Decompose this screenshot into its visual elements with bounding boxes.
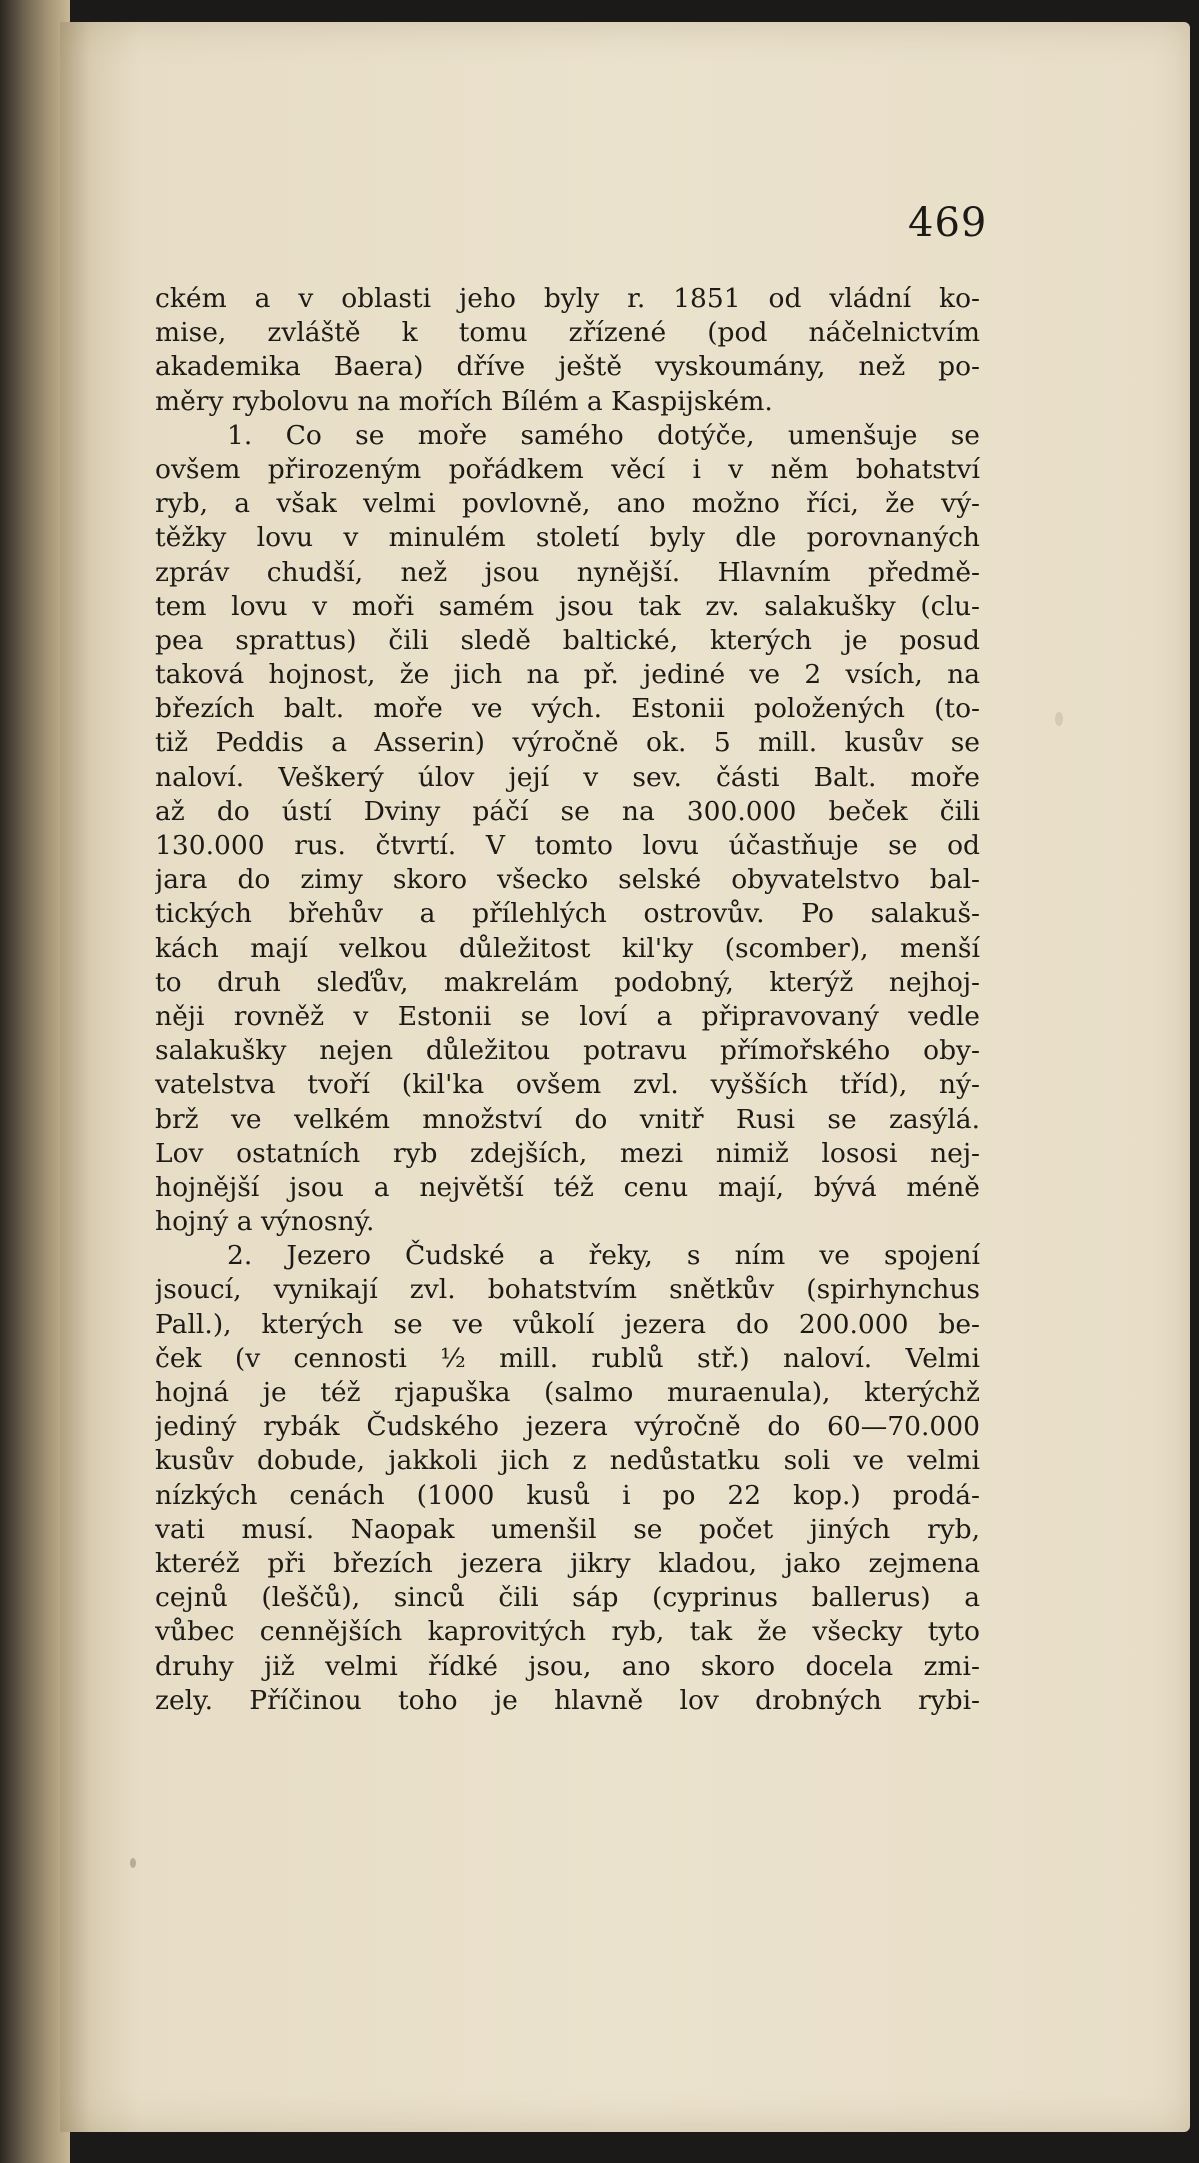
paragraph-start-line: 2. Jezero Čudské a řeky, s ním ve spojení xyxy=(227,1240,980,1272)
text-line: vatelstva tvoří (kil'ka ovšem zvl. vyšších tříd), ný- xyxy=(155,1069,980,1101)
text-line: kteréž při březích jezera jikry kladou, jako zejmena xyxy=(155,1547,980,1579)
text-line: jsoucí, vynikají zvl. bohatstvím snětkův (spirhynchus xyxy=(155,1274,980,1306)
text-line: jara do zimy skoro všecko selské obyvatelstvo bal- xyxy=(155,864,980,896)
text-line: vůbec cennějších kaprovitých ryb, tak že všecky tyto xyxy=(155,1616,980,1648)
text-line: hojná je též rjapuška (salmo muraenula), kterýchž xyxy=(155,1377,980,1408)
body-text xyxy=(155,282,980,1718)
paper-speck xyxy=(1055,712,1063,726)
text-line: to druh sleďův, makrelám podobný, kterýž nejhoj- xyxy=(155,966,980,998)
text-line: jediný rybák Čudského jezera výročně do 60—70.000 xyxy=(155,1411,980,1443)
text-line: salakušky nejen důležitou potravu přímořského oby- xyxy=(155,1035,980,1067)
text-line: ryb, a však velmi povlovně, ano možno říci, že vý- xyxy=(155,488,980,520)
text-line: ček (v cennosti ½ mill. rublů stř.) naloví. Velmi xyxy=(155,1342,980,1374)
text-line: brž ve velkém množství do vnitř Rusi se zasýlá. xyxy=(155,1103,980,1135)
paragraph-start-line: 1. Co se moře samého dotýče, umenšuje se xyxy=(227,419,980,451)
text-line: vati musí. Naopak umenšil se počet jiných ryb, xyxy=(155,1513,980,1545)
paper-speck xyxy=(130,1858,136,1868)
text-line: ovšem přirozeným pořádkem věcí i v něm bohatství xyxy=(155,453,980,485)
text-line: ckém a v oblasti jeho byly r. 1851 od vládní ko- xyxy=(155,283,980,314)
text-line: druhy již velmi řídké jsou, ano skoro docela zmi- xyxy=(155,1650,980,1682)
text-line: něji rovněž v Estonii se loví a připravovaný vedle xyxy=(155,1000,980,1032)
text-line: hojnější jsou a největší též cenu mají, bývá méně xyxy=(155,1171,980,1203)
text-line: naloví. Veškerý úlov její v sev. části Balt. moře xyxy=(155,761,980,793)
text-line: až do ústí Dviny páčí se na 300.000 beček čili xyxy=(155,795,980,827)
text-line: kách mají velkou důležitost kil'ky (scomber), menší xyxy=(155,932,980,964)
text-line: Lov ostatních ryb zdejších, mezi nimiž lososi nej- xyxy=(155,1137,980,1169)
text-line: tických břehův a přílehlých ostrovův. Po salakuš- xyxy=(155,898,980,930)
text-line: Pall.), kterých se ve vůkolí jezera do 200.000 be- xyxy=(155,1308,980,1340)
text-line: cejnů (leščů), sinců čili sáp (cyprinus ballerus) a xyxy=(155,1582,980,1614)
text-line: akademika Baera) dříve ještě vyskoumány, než po- xyxy=(155,351,980,383)
text-line: zely. Příčinou toho je hlavně lov drobných rybi- xyxy=(155,1684,980,1716)
page-number: 469 xyxy=(908,200,988,246)
text-line: hojný a výnosný. xyxy=(155,1206,375,1238)
text-line: zpráv chudší, než jsou nynější. Hlavním předmě- xyxy=(155,556,980,588)
text-line: tem lovu v moři samém jsou tak zv. salakušky (clu- xyxy=(155,590,980,622)
text-line: taková hojnost, že jich na př. jediné ve 2 vsích, na xyxy=(155,659,980,691)
text-line: nízkých cenách (1000 kusů i po 22 kop.) prodá- xyxy=(155,1479,980,1511)
text-line: kusův dobude, jakkoli jich z nedůstatku soli ve velmi xyxy=(155,1445,980,1477)
text-line: pea sprattus) čili sledě baltické, kterých je posud xyxy=(155,624,980,656)
text-line: 130.000 rus. čtvrtí. V tomto lovu účastňuje se od xyxy=(155,830,980,861)
text-line: těžky lovu v minulém století byly dle porovnaných xyxy=(155,522,980,554)
text-line: tiž Peddis a Asserin) výročně ok. 5 mill. kusův se xyxy=(155,727,980,759)
text-line: březích balt. moře ve vých. Estonii položených (to- xyxy=(155,693,980,725)
text-line: měry rybolovu na mořích Bílém a Kaspijském. xyxy=(155,385,773,417)
text-line: mise, zvláště k tomu zřízené (pod náčelnictvím xyxy=(155,317,980,349)
